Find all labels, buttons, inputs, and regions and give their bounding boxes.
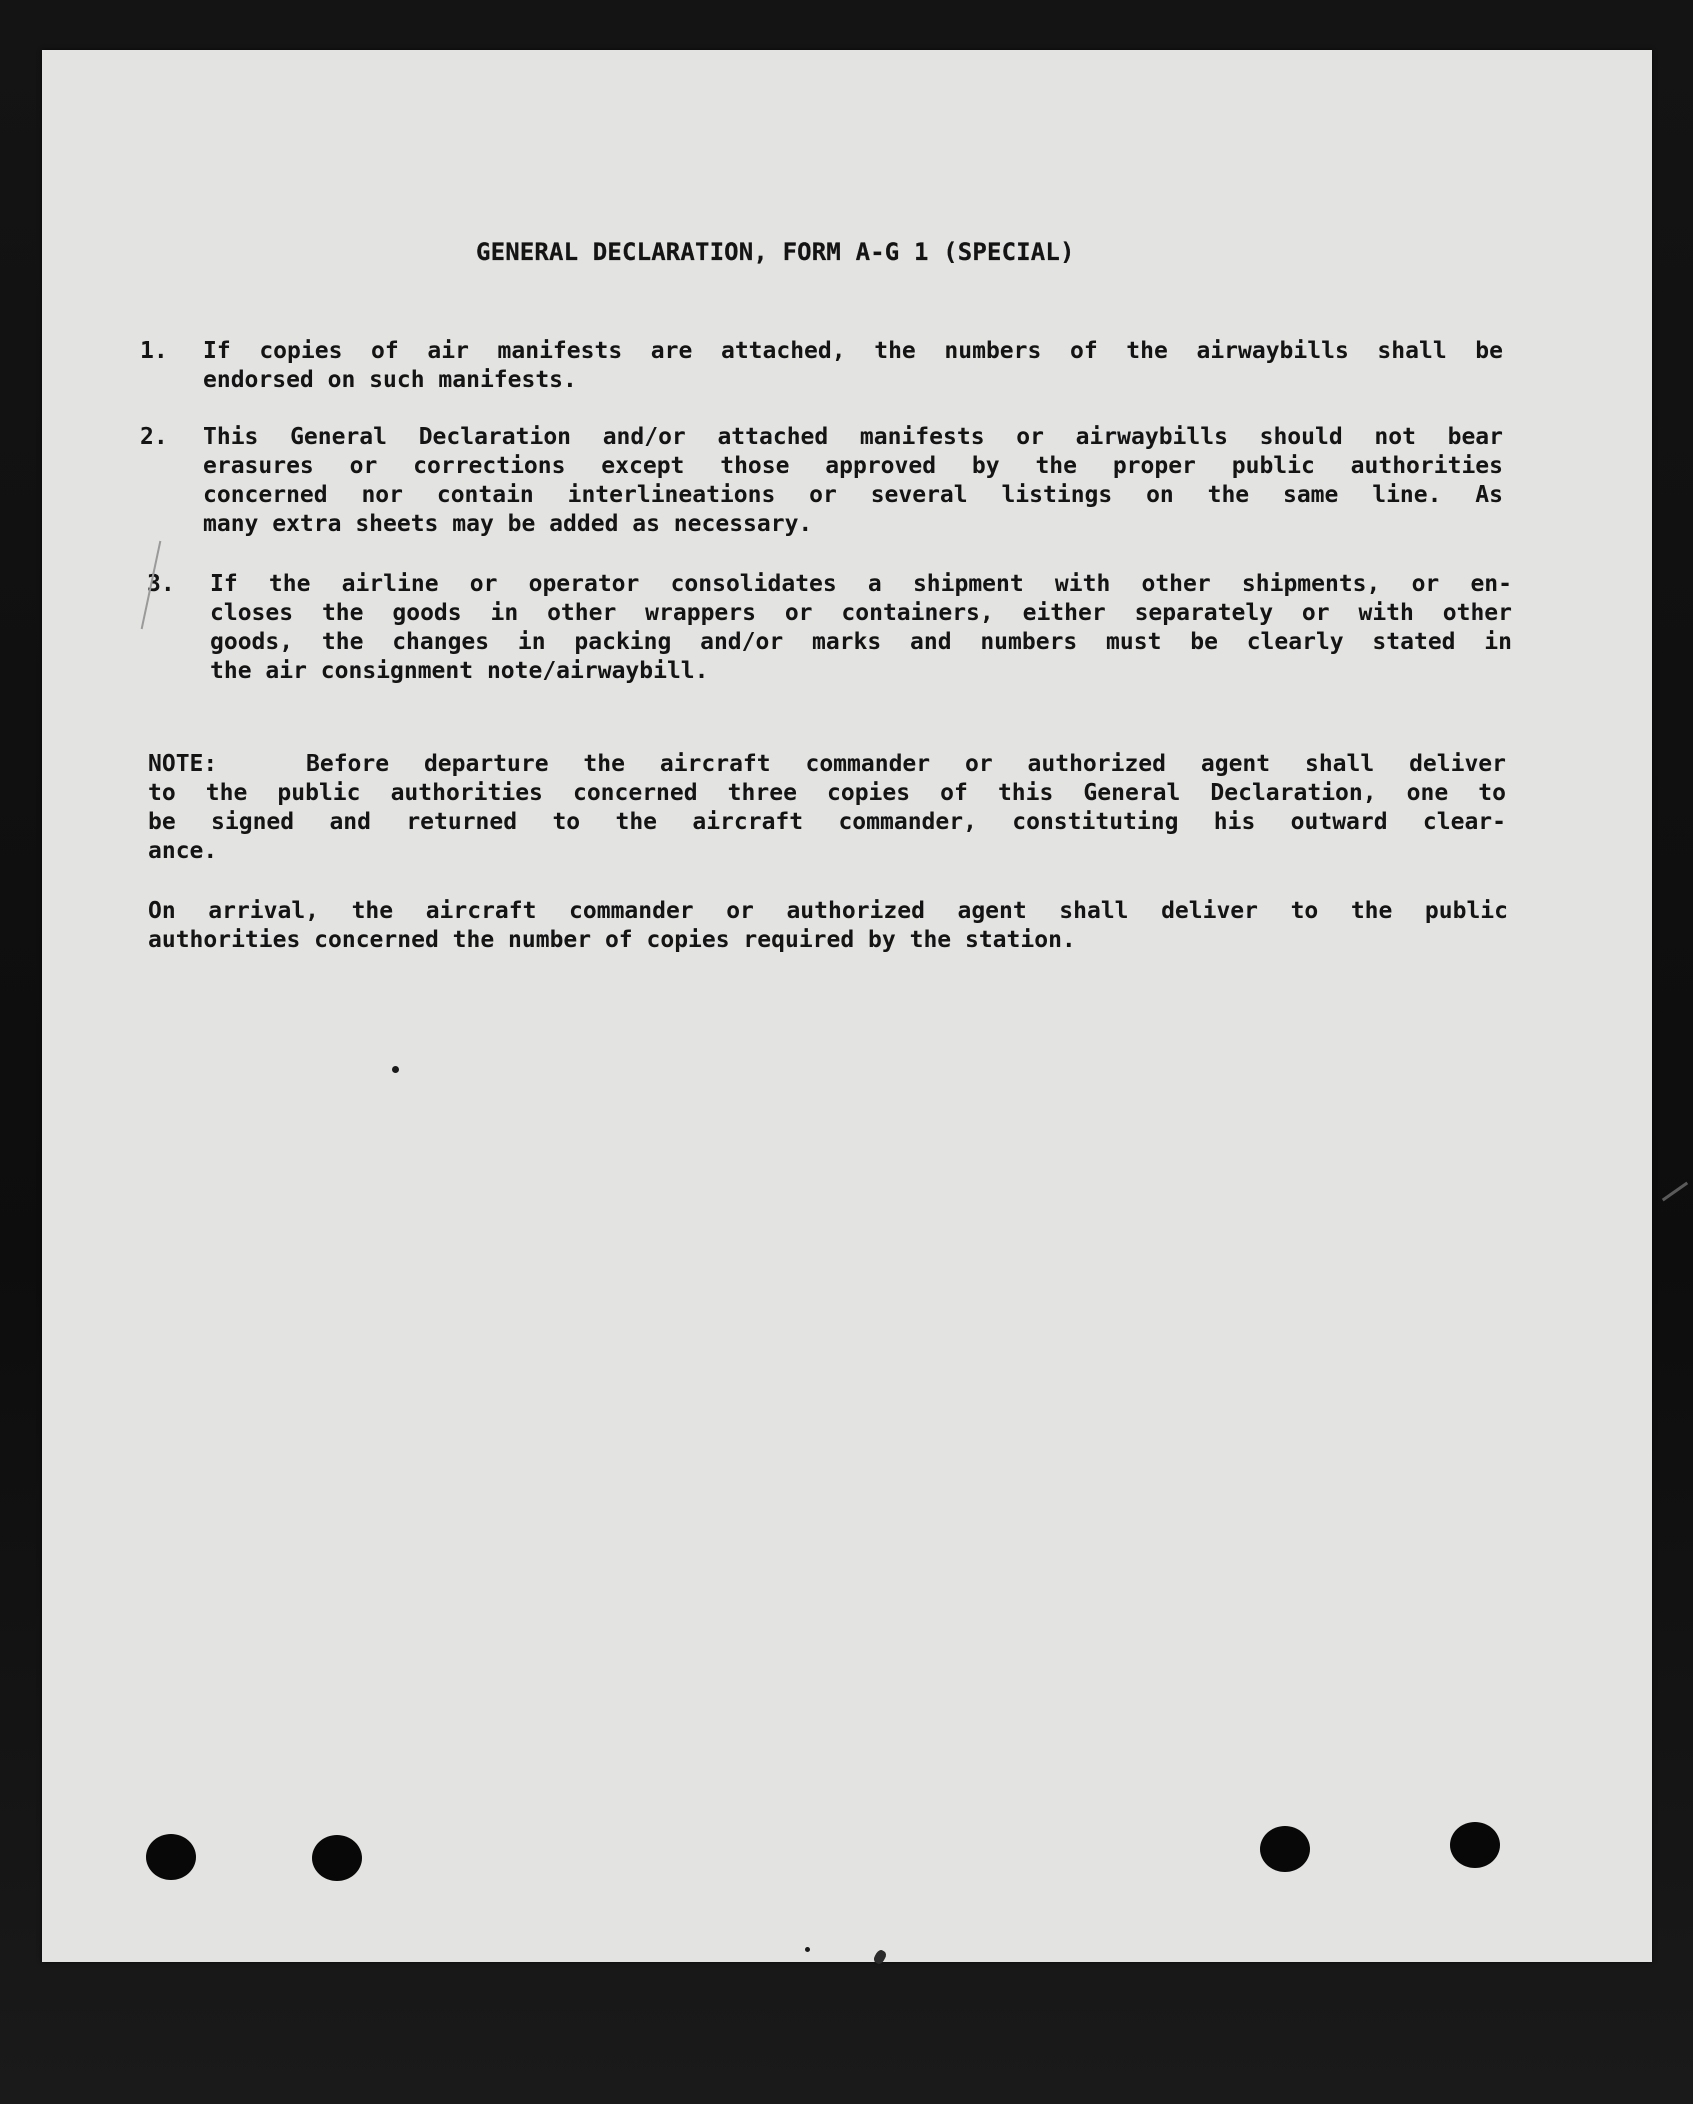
item-text-line: goods, the changes in packing and/or marks and numbers must be clearly stated in <box>210 629 1512 655</box>
list-item <box>210 570 1512 686</box>
punch-hole <box>146 1834 196 1880</box>
scan-speck <box>392 1066 399 1073</box>
item-text-line: the air consignment note/airwaybill. <box>210 658 709 684</box>
arrival-paragraph <box>148 897 1508 955</box>
item-text-line: erasures or corrections except those approved by the proper public authorities <box>203 453 1503 479</box>
item-number: 2. <box>140 424 168 450</box>
item-text-line: This General Declaration and/or attached manifests or airwaybills should not bear <box>203 424 1503 450</box>
note-label: NOTE: <box>148 751 218 777</box>
note-text-line: to the public authorities concerned three copies of this General Declaration, one to <box>148 780 1506 806</box>
list-item <box>203 423 1503 539</box>
item-text-line: closes the goods in other wrappers or containers, either separately or with other <box>210 600 1512 626</box>
arrival-text-line: authorities concerned the number of copies required by the station. <box>148 927 1076 953</box>
item-text-line: endorsed on such manifests. <box>203 367 577 393</box>
note-first-line <box>148 750 1506 779</box>
document-title: GENERAL DECLARATION, FORM A-G 1 (SPECIAL) <box>476 238 1075 266</box>
list-item <box>203 337 1503 395</box>
item-text-line: If copies of air manifests are attached, the numbers of the airwaybills shall be <box>203 338 1503 364</box>
item-number: 3. <box>147 571 175 597</box>
note-text-line: Before departure the aircraft commander or authorized agent shall deliver <box>306 751 1506 777</box>
scan-speck <box>805 1947 810 1952</box>
punch-hole <box>1260 1826 1310 1872</box>
item-text-line: If the airline or operator consolidates a shipment with other shipments, or en- <box>210 571 1512 597</box>
arrival-text-line: On arrival, the aircraft commander or authorized agent shall deliver to the public <box>148 898 1508 924</box>
item-number: 1. <box>140 338 168 364</box>
note-paragraph <box>148 750 1506 866</box>
note-text-line: ance. <box>148 838 218 864</box>
item-text-line: concerned nor contain interlineations or several listings on the same line. As <box>203 482 1503 508</box>
punch-hole <box>312 1835 362 1881</box>
item-text-line: many extra sheets may be added as necessary. <box>203 511 813 537</box>
note-text-line: be signed and returned to the aircraft commander, constituting his outward clear- <box>148 809 1506 835</box>
punch-hole <box>1450 1822 1500 1868</box>
